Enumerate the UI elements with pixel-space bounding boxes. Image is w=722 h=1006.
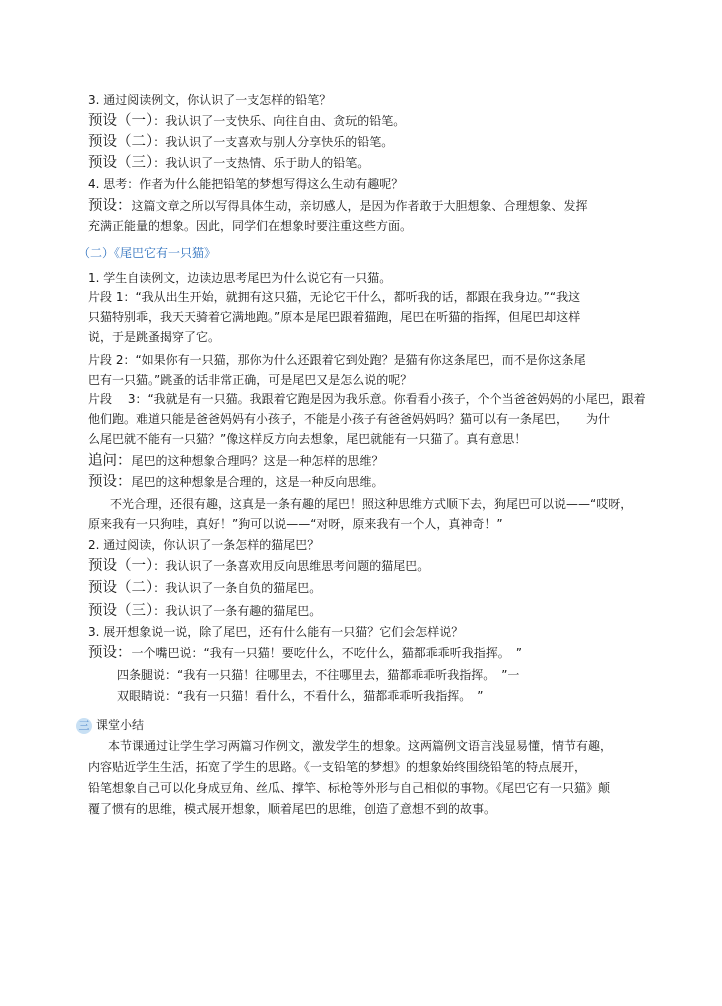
- extension-line-2: 原来我有一只狗哇，真好！”狗可以说——“对呀，原来我有一个人，真神奇！”: [88, 517, 503, 531]
- follow-up-text: 尾巴的这种想象合理吗？这是一种怎样的思维？: [131, 454, 384, 468]
- preset-2: [88, 134, 393, 150]
- summary-line-3: 铅笔想象自己可以化身成豆角、丝瓜、撑竿、标枪等外形与自己相似的事物。《尾巴它有一只猫》颠: [88, 781, 611, 795]
- fragment-1-line-2: 只猫特别乖，我天天骑着它满地跑。”原本是尾巴跟着猫跑，尾巴在听猫的指挥，但尾巴却这样: [88, 310, 581, 324]
- preset-text: ：我认识了一支喜欢与别人分享快乐的铅笔。: [153, 135, 394, 149]
- fragment-3-line-2: 他们跑。难道只能是爸爸妈妈有小孩子，不能是小孩子有爸爸妈妈吗？猫可以有一条尾巴， 为什: [88, 412, 611, 426]
- summary-line-1: 本节课通过让学生学习两篇习作例文，激发学生的想象。这两篇例文语言浅显易懂，情节有趣，: [108, 739, 613, 753]
- summary-line-2: 内容贴近学生生活，拓宽了学生的思路。《一支铅笔的梦想》的想象始终围绕铅笔的特点展开，: [88, 760, 587, 774]
- section-2-title: （二）《尾巴它有一只猫》: [78, 246, 217, 260]
- summary-heading: [76, 717, 144, 734]
- follow-up-label: 追问：: [88, 453, 132, 469]
- preset-label: 预设（一）: [88, 558, 154, 574]
- imagination-line-2: 四条腿说：“我有一只猫！往哪里去，不往哪里去，猫都乖乖听我指挥。 ”一: [117, 668, 520, 682]
- preset-b: [88, 580, 321, 596]
- preset-c: [88, 603, 321, 619]
- preset-text: 尾巴的这种想象是合理的，这是一种反向思维。: [131, 475, 384, 489]
- preset-text: ：我认识了一条喜欢用反向思维思考问题的猫尾巴。: [153, 559, 430, 573]
- fragment-1-line-1: 片段 1：“我从出生开始，就拥有这只猫，无论它干什么，都听我的话，都跟在我身边。”“我这: [88, 290, 581, 304]
- preset-text: ：我认识了一条有趣的猫尾巴。: [153, 604, 322, 618]
- preset-4-cont: 充满正能量的想象。因此，同学们在想象时要注重这些方面。: [88, 219, 413, 233]
- summary-line-4: 覆了惯有的思维，模式展开想象，顺着尾巴的思维，创造了意想不到的故事。: [88, 802, 497, 816]
- step-1: 1. 学生自读例文，边读边思考尾巴为什么说它有一只猫。: [88, 271, 392, 285]
- preset-a: [88, 558, 429, 574]
- imagination-line-1: [88, 645, 522, 661]
- fragment-2-line-1: 片段 2：“如果你有一只猫，那你为什么还跟着它到处跑？是猫有你这条尾巴，而不是你这条尾: [88, 353, 586, 367]
- preset-label: 预设（三）: [88, 155, 154, 171]
- preset-label: 预设：: [88, 198, 132, 214]
- preset-3: [88, 155, 369, 171]
- preset-text: ：我认识了一条自负的猫尾巴。: [153, 581, 322, 595]
- imagination-line-3: 双眼睛说：“我有一只猫！看什么，不看什么，猫都乖乖听我指挥。 ”: [117, 689, 484, 703]
- summary-title: 课堂小结: [96, 718, 145, 732]
- step-3: 3. 展开想象说一说，除了尾巴，还有什么能有一只猫？它们会怎样说？: [88, 625, 464, 639]
- follow-up-question: [88, 453, 384, 469]
- fragment-3-line-3: 么尾巴就不能有一只猫？”像这样反方向去想象，尾巴就能有一只猫了。真有意思！: [88, 432, 527, 446]
- preset-label: 预设：: [88, 474, 132, 490]
- preset-4: [88, 198, 588, 214]
- question-4: 4. 思考：作者为什么能把铅笔的梦想写得这么生动有趣呢？: [88, 177, 404, 191]
- preset-label: 预设（二）: [88, 580, 154, 596]
- fragment-3-line-1: 片段 3：“我就是有一只猫。我跟着它跑是因为我乐意。你看看小孩子，个个当爸爸妈妈的小尾巴，跟着: [88, 392, 646, 406]
- follow-up-preset: [88, 474, 384, 490]
- preset-text: ：我认识了一支快乐、向往自由、贪玩的铅笔。: [153, 114, 406, 128]
- preset-text: 一个嘴巴说：“我有一只猫！要吃什么，不吃什么，猫都乖乖听我指挥。 ”: [131, 646, 522, 660]
- preset-label: 预设（二）: [88, 134, 154, 150]
- preset-label: 预设（一）: [88, 113, 154, 129]
- preset-label: 预设（三）: [88, 603, 154, 619]
- preset-text: 这篇文章之所以写得具体生动，亲切感人，是因为作者敢于大胆想象、合理想象、发挥: [131, 199, 588, 213]
- question-3: 3. 通过阅读例文，你认识了一支怎样的铅笔？: [88, 93, 332, 107]
- fragment-1-line-3: 说，于是跳蚤揭穿了它。: [88, 330, 221, 344]
- preset-1: [88, 113, 405, 129]
- section-number-badge: 三: [76, 718, 92, 734]
- fragment-2-line-2: 巴有一只猫。”跳蚤的话非常正确，可是尾巴又是怎么说的呢？: [88, 373, 413, 387]
- extension-line-1: 不光合理，还很有趣，这真是一条有趣的尾巴！照这种思维方式顺下去，狗尾巴可以说——“哎呀，: [110, 497, 633, 511]
- step-2: 2. 通过阅读，你认识了一条怎样的猫尾巴？: [88, 538, 320, 552]
- preset-text: ：我认识了一支热情、乐于助人的铅笔。: [153, 156, 370, 170]
- preset-label: 预设：: [88, 645, 132, 661]
